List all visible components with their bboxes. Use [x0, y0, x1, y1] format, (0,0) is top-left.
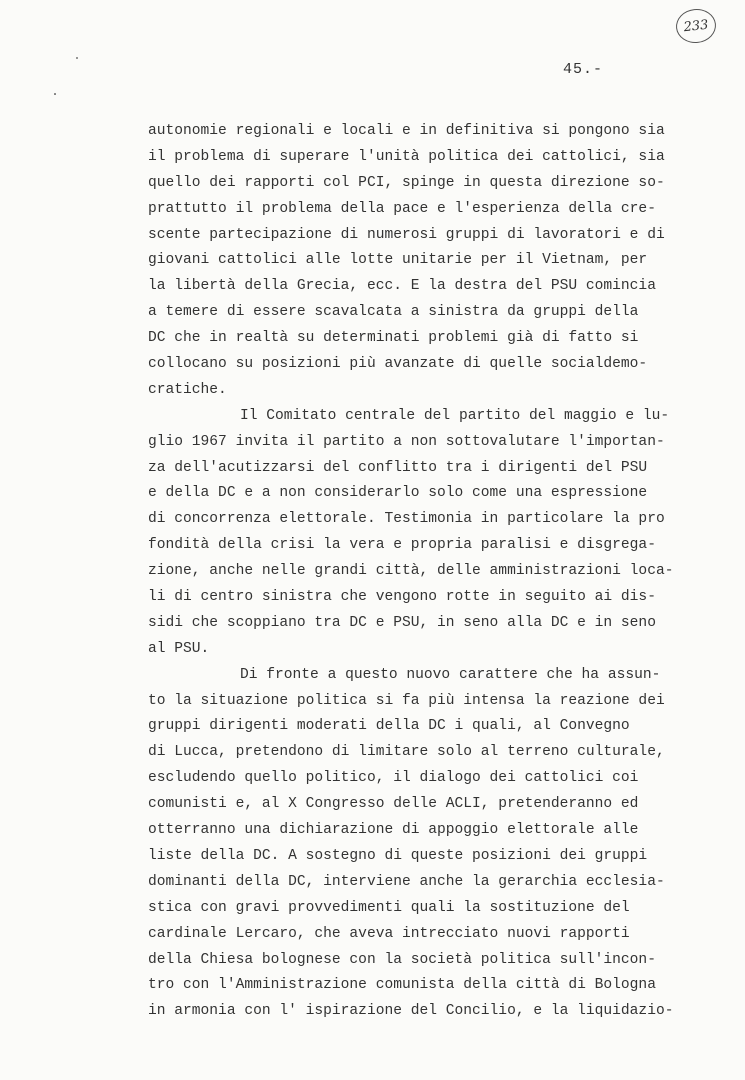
text-line: quello dei rapporti col PCI, spinge in questa direzione so-: [148, 174, 665, 191]
paragraph-start-line: Il Comitato centrale del partito del maggio e lu-: [240, 407, 670, 424]
text-line: giovani cattolici alle lotte unitarie per il Vietnam, per: [148, 252, 648, 269]
text-line: dominanti della DC, interviene anche la gerarchia ecclesia-: [148, 873, 665, 890]
text-line: di concorrenza elettorale. Testimonia in particolare la pro: [148, 511, 665, 528]
text-line: autonomie regionali e locali e in definitiva si pongono sia: [148, 123, 665, 139]
text-line: glio 1967 invita il partito a non sottovalutare l'importan-: [148, 433, 665, 450]
text-line: sidi che scoppiano tra DC e PSU, in seno alla DC e in seno: [148, 614, 656, 631]
text-line: stica con gravi provvedimenti quali la sostituzione del: [148, 899, 630, 916]
text-line: otterranno una dichiarazione di appoggio elettorale alle: [148, 822, 639, 839]
text-line: cardinale Lercaro, che aveva intrecciato nuovi rapporti: [148, 925, 630, 942]
text-line: il problema di superare l'unità politica dei cattolici, sia: [148, 148, 665, 165]
text-line: la libertà della Grecia, ecc. E la destra del PSU comincia: [148, 278, 656, 295]
text-line: e della DC e a non considerarlo solo come una espressione: [148, 485, 648, 502]
typewritten-body: [148, 119, 688, 1025]
archive-number-stamp: [674, 7, 717, 45]
text-line: scente partecipazione di numerosi gruppi di lavoratori e di: [148, 226, 665, 243]
text-line: in armonia con l' ispirazione del Concilio, e la liquidazio-: [148, 1003, 674, 1020]
text-line: za dell'acutizzarsi del conflitto tra i dirigenti del PSU: [148, 459, 648, 476]
text-line: collocano su posizioni più avanzate di quelle socialdemo-: [148, 356, 648, 373]
paragraph-start-line: Di fronte a questo nuovo carattere che ha assun-: [240, 666, 661, 683]
text-line: liste della DC. A sostegno di queste posizioni dei gruppi: [148, 847, 648, 864]
text-line: prattutto il problema della pace e l'esperienza della cre-: [148, 200, 656, 217]
text-line: a temere di essere scavalcata a sinistra da gruppi della: [148, 304, 639, 321]
text-line: fondità della crisi la vera e propria paralisi e disgrega-: [148, 537, 656, 554]
text-line: li di centro sinistra che vengono rotte in seguito ai dis-: [148, 589, 656, 606]
text-line: al PSU.: [148, 640, 210, 657]
text-line: gruppi dirigenti moderati della DC i quali, al Convegno: [148, 718, 630, 735]
text-line: DC che in realtà su determinati problemi già di fatto si: [148, 330, 639, 347]
text-line: comunisti e, al X Congresso delle ACLI, pretenderanno ed: [148, 796, 639, 813]
text-line: di Lucca, pretendono di limitare solo al terreno culturale,: [148, 744, 665, 761]
text-line: zione, anche nelle grandi città, delle amministrazioni loca-: [148, 563, 674, 580]
paper-speck: [54, 93, 56, 95]
text-line: della Chiesa bolognese con la società politica sull'incon-: [148, 951, 656, 968]
text-line: cratiche.: [148, 381, 227, 398]
text-line: to la situazione politica si fa più intensa la reazione dei: [148, 692, 665, 709]
paper-speck: [76, 57, 78, 59]
text-line: tro con l'Amministrazione comunista della città di Bologna: [148, 977, 656, 994]
archive-number: 233: [682, 17, 710, 35]
page-number: 45.-: [563, 61, 604, 78]
text-line: escludendo quello politico, il dialogo dei cattolici coi: [148, 770, 639, 787]
